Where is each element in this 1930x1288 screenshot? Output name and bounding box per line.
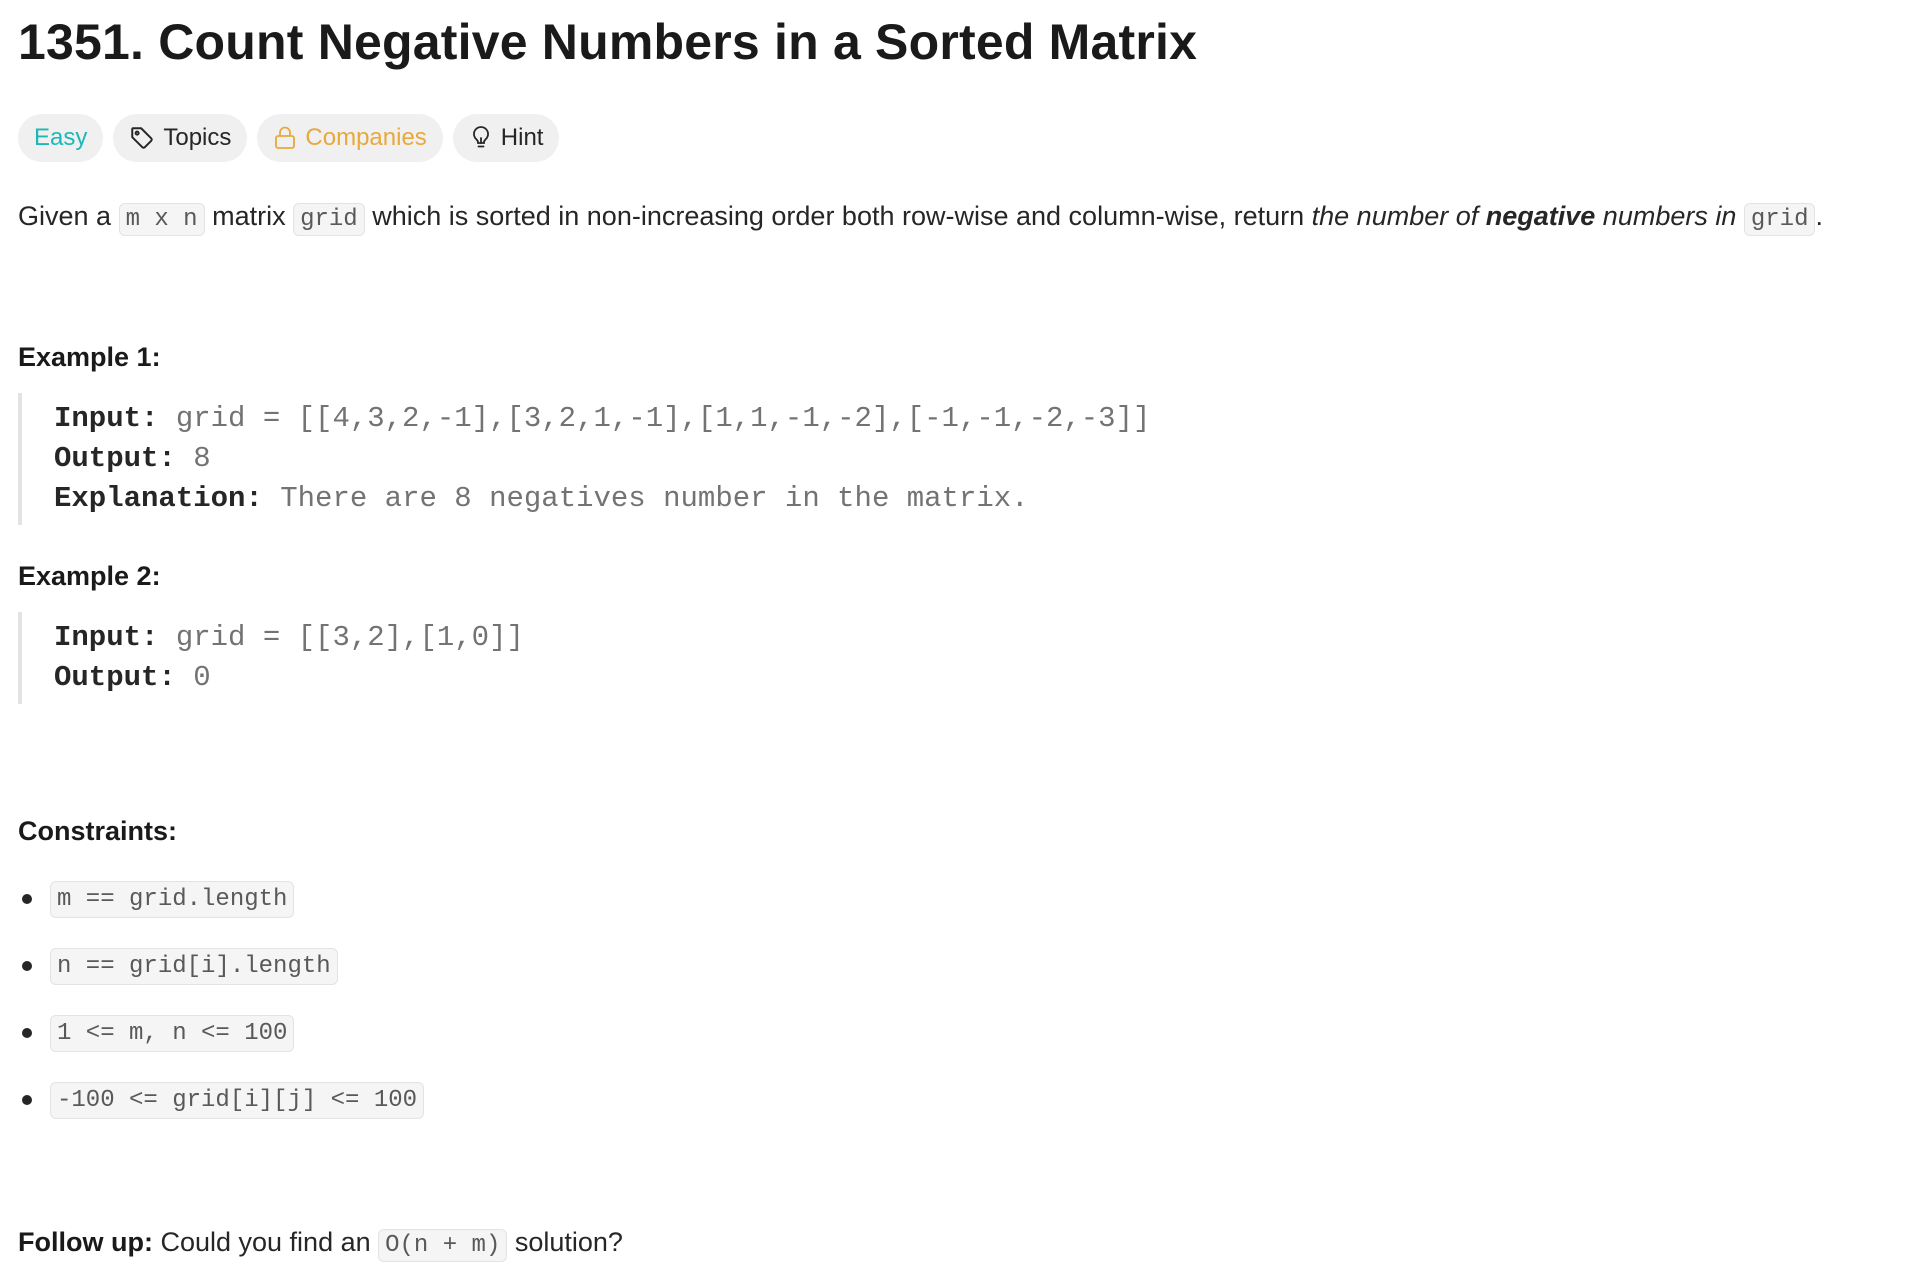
constraints-list [18,877,1912,1122]
inline-code: n == grid[i].length [50,948,338,985]
bullet-icon [22,1095,32,1105]
inline-code: O(n + m) [378,1229,507,1262]
problem-tags [18,114,1912,162]
inline-code: grid [1744,203,1816,236]
difficulty-label: Easy [34,124,88,151]
companies-tag[interactable] [257,114,442,162]
problem-statement: Given a m x n matrix grid which is sorted in non-increasing order both row-wise and column-wise, return the number of negative numbers in grid . [18,196,1912,240]
inline-code: m == grid.length [50,881,294,918]
example-1-heading: Example 1: [18,342,161,372]
example-2-heading: Example 2: [18,561,161,591]
difficulty-tag [18,114,103,162]
hint-tag[interactable] [453,114,560,162]
constraints-heading: Constraints: [18,816,178,846]
inline-code: grid [293,203,365,236]
example-2-block: Input: grid = [[3,2],[1,0]] Output: 0 [18,612,1912,704]
problem-title[interactable]: 1351. Count Negative Numbers in a Sorted Matrix [18,14,1198,70]
lightbulb-icon [469,124,493,152]
topics-label: Topics [163,124,232,151]
inline-code: -100 <= grid[i][j] <= 100 [50,1082,424,1119]
bullet-icon [22,1028,32,1038]
list-item [18,1078,1912,1122]
hint-label: Hint [500,124,544,151]
lock-icon [273,125,297,151]
topics-tag[interactable] [113,114,247,162]
bullet-icon [22,961,32,971]
list-item [18,944,1912,988]
follow-up: Follow up: Could you find an O(n + m) solution? [18,1222,1912,1266]
companies-label: Companies [305,124,427,151]
inline-code: 1 <= m, n <= 100 [50,1015,294,1052]
example-1-block: Input: grid = [[4,3,2,-1],[3,2,1,-1],[1,1,-1,-2],[-1,-1,-2,-3]] Output: 8 Explanation: There are 8 negatives number in the matrix. [18,393,1912,525]
list-item [18,1011,1912,1055]
list-item [18,877,1912,921]
tag-icon [129,125,155,151]
inline-code: m x n [119,203,205,236]
bullet-icon [22,894,32,904]
